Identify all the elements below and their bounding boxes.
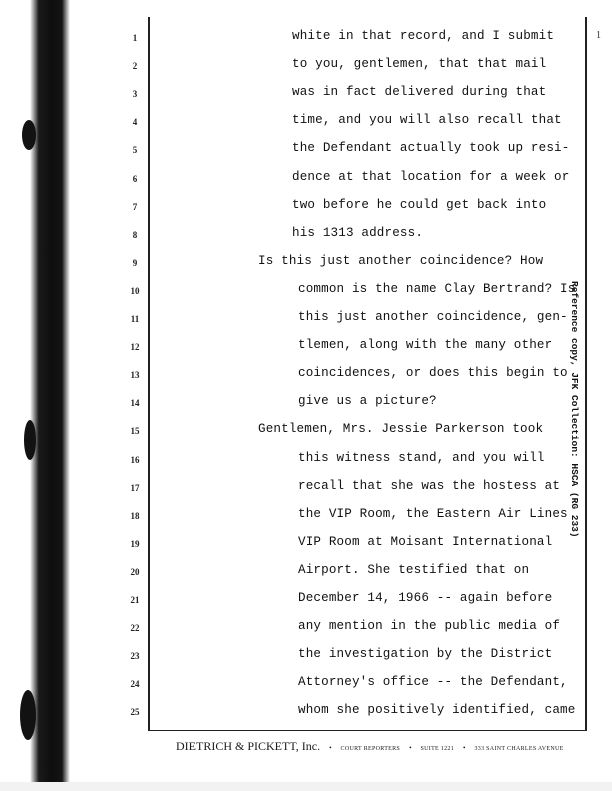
line-number: 16 (130, 454, 140, 465)
scan-edge-spot (24, 420, 36, 460)
scan-bottom-edge (0, 782, 612, 791)
corner-mark: 1 (596, 30, 601, 41)
transcript-line: two before he could get back into (292, 197, 547, 212)
line-number: 21 (130, 595, 140, 605)
line-number: 2 (132, 61, 138, 72)
transcript-line: give us a picture? (298, 394, 437, 409)
footer-separator: • (329, 744, 332, 752)
line-number: 8 (132, 229, 138, 240)
transcript-line: Attorney's office -- the Defendant, (298, 675, 568, 690)
transcript-line: was in fact delivered during that (292, 85, 547, 100)
line-number: 4 (132, 117, 138, 128)
transcript-line: his 1313 address. (292, 225, 424, 240)
transcript-line: time, and you will also recall that (292, 113, 562, 128)
footer-separator: • (463, 744, 466, 752)
line-number: 22 (130, 623, 140, 634)
line-number: 1 (132, 33, 138, 43)
transcript-line: Is this just another coincidence? How (258, 253, 544, 268)
transcript-line: the investigation by the District (298, 647, 553, 662)
transcript-line: this witness stand, and you will (298, 450, 545, 465)
line-number: 24 (130, 679, 140, 690)
line-number: 13 (130, 370, 140, 381)
line-number: 9 (132, 257, 138, 268)
transcript-line: whom she positively identified, came (298, 703, 576, 718)
line-number: 10 (130, 285, 140, 296)
transcript-line: the VIP Room, the Eastern Air Lines (298, 506, 568, 521)
line-number: 6 (132, 173, 138, 184)
line-number: 14 (130, 398, 140, 409)
line-number: 20 (130, 566, 140, 577)
transcript-line: recall that she was the hostess at (298, 478, 561, 493)
transcript-line: Gentlemen, Mrs. Jessie Parkerson took (258, 422, 544, 437)
line-number: 25 (130, 707, 140, 718)
line-number: 15 (130, 426, 140, 437)
transcript-line: to you, gentlemen, that that mail (292, 57, 547, 72)
transcript-line: tlemen, along with the many other (298, 338, 553, 353)
footer-separator: • (409, 744, 412, 752)
line-number: 19 (130, 538, 140, 549)
line-number: 11 (130, 314, 140, 324)
transcript-line: this just another coincidence, gen- (298, 310, 568, 324)
line-number: 7 (132, 201, 138, 212)
service-label: COURT REPORTERS (340, 746, 401, 752)
archive-reference-stamp: Reference copy, JFK Collection: HSCA (RG 233) (569, 281, 580, 538)
line-number: 23 (130, 651, 140, 662)
transcript-line: Airport. She testified that on (298, 562, 530, 577)
court-reporter-footer (176, 737, 596, 755)
line-number: 18 (130, 510, 140, 521)
scan-edge-spot (22, 120, 36, 150)
transcript-line: dence at that location for a week or (292, 169, 570, 184)
transcript-line: common is the name Clay Bertrand? Is (298, 281, 576, 296)
firm-name: DIETRICH & PICKETT, Inc. (176, 739, 321, 753)
line-number: 17 (130, 482, 140, 493)
transcript-line: white in that record, and I submit (292, 29, 555, 43)
line-number: 3 (132, 89, 138, 100)
line-number: 12 (130, 342, 140, 353)
line-number: 5 (132, 145, 138, 156)
scan-edge-shadow (30, 0, 70, 791)
transcript-line: the Defendant actually took up resi- (292, 141, 570, 156)
transcript-line: coincidences, or does this begin to (298, 366, 568, 381)
suite-label: SUITE 1221 (420, 746, 455, 752)
scan-edge-spot (20, 690, 36, 740)
address-label: 333 SAINT CHARLES AVENUE (474, 746, 564, 752)
transcript-line: any mention in the public media of (298, 619, 561, 634)
transcript-line: December 14, 1966 -- again before (298, 591, 553, 605)
transcript-line: VIP Room at Moisant International (298, 534, 553, 549)
